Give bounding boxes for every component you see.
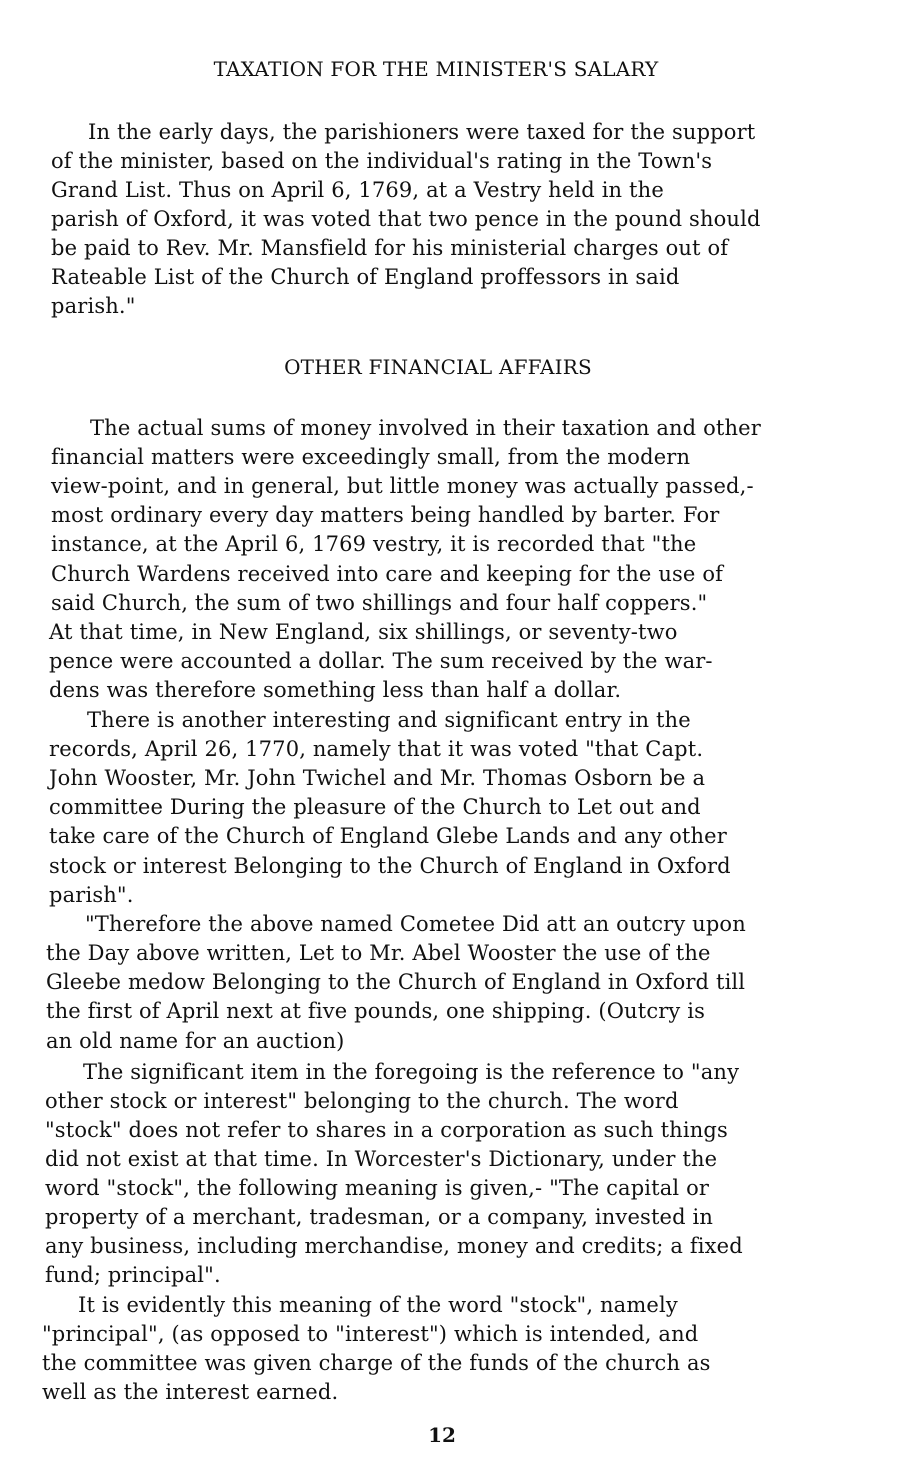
text-line: parish". [49,883,134,907]
text-line: Rateable List of the Church of England proffessors in said [51,265,680,289]
text-line: any business, including merchandise, money and credits; a fixed [45,1234,743,1258]
text-line: said Church, the sum of two shillings and four half coppers." [51,591,708,615]
text-line: fund; principal". [45,1263,221,1287]
text-line: "stock" does not refer to shares in a corporation as such things [45,1118,728,1142]
text-line: did not exist at that time. In Worcester's Dictionary, under the [45,1147,718,1171]
text-line: take care of the Church of England Glebe Lands and any other [49,824,727,848]
text-line: Church Wardens received into care and keeping for the use of [51,562,724,586]
text-line: In the early days, the parishioners were taxed for the support [88,120,756,144]
text-line: the first of April next at five pounds, one shipping. (Outcry is [46,999,706,1023]
text-line: It is evidently this meaning of the word "stock", namely [78,1293,678,1317]
text-line: Grand List. Thus on April 6, 1769, at a Vestry held in the [51,178,664,202]
text-line: John Wooster, Mr. John Twichel and Mr. Thomas Osborn be a [49,766,706,790]
text-line: stock or interest Belonging to the Church of England in Oxford [49,854,731,878]
text-line: records, April 26, 1770, namely that it was voted "that Capt. [49,737,704,761]
text-line: "principal", (as opposed to "interest") which is intended, and [42,1322,699,1346]
page-number: 12 [428,1423,456,1447]
text-line: word "stock", the following meaning is given,- "The capital or [45,1176,710,1200]
text-line: property of a merchant, tradesman, or a company, invested in [45,1205,714,1229]
text-line: committee During the pleasure of the Church to Let out and [49,795,701,819]
text-line: other stock or interest" belonging to the church. The word [45,1089,679,1113]
text-line: an old name for an auction) [46,1029,345,1053]
text-line: parish." [51,294,136,318]
text-line: the committee was given charge of the funds of the church as [42,1351,711,1375]
text-line: instance, at the April 6, 1769 vestry, it is recorded that "the [51,532,697,556]
text-line: view-point, and in general, but little money was actually passed,- [51,474,754,498]
text-line: be paid to Rev. Mr. Mansfield for his ministerial charges out of [51,236,729,260]
text-line: There is another interesting and significant entry in the [87,708,691,732]
text-line: parish of Oxford, it was voted that two pence in the pound should [51,207,761,231]
text-line: The actual sums of money involved in their taxation and other [90,416,761,440]
text-line: the Day above written, Let to Mr. Abel Wooster the use of the [46,941,711,965]
text-line: Gleebe medow Belonging to the Church of England in Oxford till [46,970,746,994]
text-line: most ordinary every day matters being handled by barter. For [51,503,720,527]
text-line: well as the interest earned. [42,1380,339,1404]
section-heading-ministers-salary: TAXATION FOR THE MINISTER'S SALARY [213,57,659,81]
text-line: pence were accounted a dollar. The sum received by the war- [49,649,713,673]
text-line: "Therefore the above named Cometee Did att an outcry upon [85,912,746,936]
text-line: The significant item in the foregoing is the reference to "any [83,1060,740,1084]
text-line: dens was therefore something less than half a dollar. [49,678,622,702]
text-line: of the minister, based on the individual's rating in the Town's [51,149,713,173]
section-heading-financial-affairs: OTHER FINANCIAL AFFAIRS [284,355,592,379]
text-line: At that time, in New England, six shillings, or seventy-two [49,620,678,644]
text-line: financial matters were exceedingly small, from the modern [51,445,691,469]
